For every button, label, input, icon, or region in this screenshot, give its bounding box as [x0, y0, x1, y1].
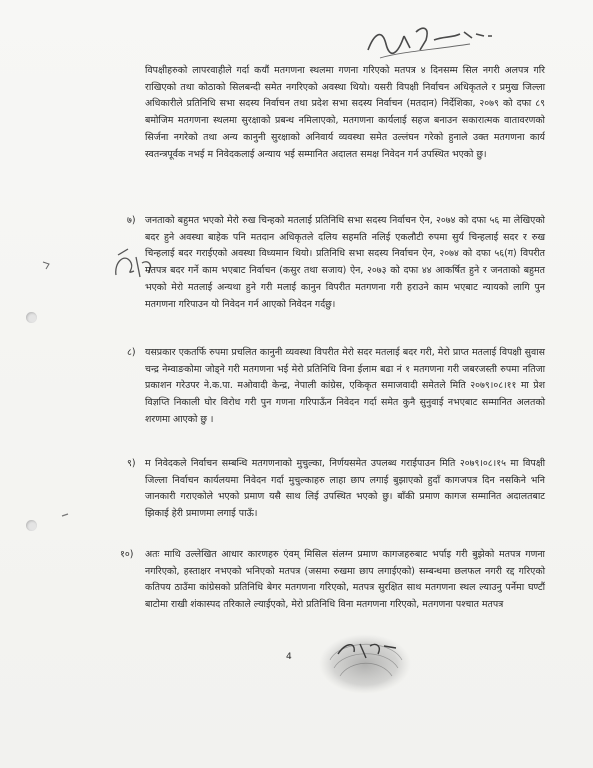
paragraph-8: [145, 345, 545, 429]
paragraph-7: [145, 213, 545, 313]
paragraph-text: अतः माथि उल्लेखित आधार कारणहरु एंवम् मिसिल संलग्न प्रमाण कागजहरुबाट भर्पाइ गरी बुझेको मतपत्र गणना नगरिएको, हस्ताक्षर नभएको भनिएको मतपत्र (जसमा रुखमा छाप लगाईएको) सम्बन्धमा छलफल नगरी रद्द गरिएको कतिपय ठाउँमा कांग्रेसको प्रतिनिधि बेगर मतगणना गरिएको, मतपत्र सुरक्षित साथ मतगणना स्थल ल्याउनु पर्नेमा घण्टौं बाटोमा राखी शंकास्पद तरिकाले ल्याईएको, मेरो प्रतिनिधि विना मतगणना गरिएको, मतगणना पश्चात मतपत्र: [145, 549, 545, 611]
paragraph-text: यसप्रकार एकतर्फि रुपमा प्रचलित कानुनी व्यवस्था विपरीत मेरो सदर मतलाई बदर गरी, मेरो प्राप्त मतलाई विपक्षी सुवास चन्द्र नेम्वाङकोमा जोड्ने गरी मतगणना भई मेरो प्रतिनिधि विना ईलाम बढा नं १ मतगणना गरी जबरजस्ती रुपमा नतिजा प्रकाशन गरेउपर ने.क.पा. मओवादी केन्द्र, नेपाली कांग्रेस, एकिकृत समाजवादी समेतले मिति २०७९।०८।११ मा प्रेश विज्ञप्ति निकाली घोर विरोध गरी पुन गणना गरिपाऊँन निवेदन गर्दा समेत कुनै सुनुवाई नभएबाट सम्मानित अलतको शरणमा आएको छु ।: [145, 347, 545, 425]
margin-mark: [60, 510, 72, 520]
thumbprint-stamp: [310, 620, 420, 700]
paragraph-number: ८): [127, 347, 136, 358]
paragraph-number: ७): [127, 215, 136, 226]
paragraph-10: [145, 547, 545, 614]
handwritten-signature-top: [360, 14, 500, 64]
punch-hole: [26, 312, 37, 323]
paragraph-text: म निवेदकले निर्वाचन सम्बन्धि मतगणनाको मुचुल्का, निर्णयसमेत उपलब्ध गराईपाउन मिति २०७९।०८।१५ मा विपक्षी जिल्ला निर्वाचन कार्यलयमा निवेदन गर्दा मुचुल्काहरु लाहा छाप लगाई बुझाएको हुदाँ कागजपत्र दिन नसकिने भनि जानकारी गराएकोले भएको प्रमाण यसै साथ लिई उपस्थित भएको छु। बाँकी प्रमाण कागज सम्मानित अदालतबाट झिकाई हेरी प्रमाणमा लगाई पाऊँ।: [145, 458, 545, 520]
paragraph-text: जनताको बहुमत भएको मेरो रुख चिन्हको मतलाई प्रतिनिधि सभा सदस्य निर्वाचन ऐन, २०७४ को दफा ५६ मा लेखिएको बदर हुने अवस्था बाहेक पनि मतदान अधिकृतले दलिय सहमति नलिई एकलौटी रुपमा सुर्य चिन्हलाई सदर र रुख चिन्हलाई बदर गराईएको अवस्था विध्यमान थियो। प्रतिनिधि सभा सदस्य निर्वाचन ऐन, २०७४ को दफा ५६(ग) विपरीत मतपत्र बदर गर्ने काम भएबाट निर्वाचन (कसुर तथा सजाय) ऐन, २०७३ को दफा ४४ आकर्षित हुने र जनताको बहुमत भएको मेरो मतलाई अन्यथा हुने गरी मलाई कानुन विपरीत मतगणना गरी हराउने काम भएबाट न्यायको लागि पुन मतगणना गरिपाउन यो निवेदन गर्न आएको निवेदन गर्दछु।: [145, 215, 545, 310]
paragraph-number: ९): [127, 458, 136, 469]
paragraph-continuation: [145, 63, 545, 163]
paragraph-number: १०): [120, 549, 134, 560]
page-number: 4: [286, 652, 292, 662]
punch-hole: [26, 520, 37, 531]
margin-mark: [40, 258, 54, 272]
paragraph-9: [145, 456, 545, 523]
paragraph-text: विपक्षीहरुको लापरवाहीले गर्दा कयौं मतगणना स्थलमा गणना गरिएको मतपत्र ४ दिनसम्म सिल नगरी अलपत्र गरि राखिएको तथा कोठाको सिलबन्दी समेत नगरिएको अवस्था थियो। यसरी विपक्षी निर्वाचन अधिकृतले र प्रमुख जिल्ला अधिकारीले प्रतिनिधि सभा सदस्य निर्वाचन तथा प्रदेश सभा सदस्य निर्वाचन (मतदान) निर्देशिका, २०७९ को दफा ८९ बमोजिम मतगणना स्थलमा सुरक्षाको प्रबन्ध नमिलाएको, मतगणना कार्यलाई सहज बनाउन सकारात्मक वातावरणको सिर्जना नगरेको तथा अन्य कानुनी सुरक्षाको अनिवार्य व्यवस्था समेत उल्लंघन गरेको हुनाले उक्त मतगणना कार्य स्वतन्त्रपूर्वक नभई म निवेदकलाई अन्याय भई सम्मानित अदालत समक्ष निवेदन गर्न उपस्थित भएको छु।: [145, 65, 545, 160]
